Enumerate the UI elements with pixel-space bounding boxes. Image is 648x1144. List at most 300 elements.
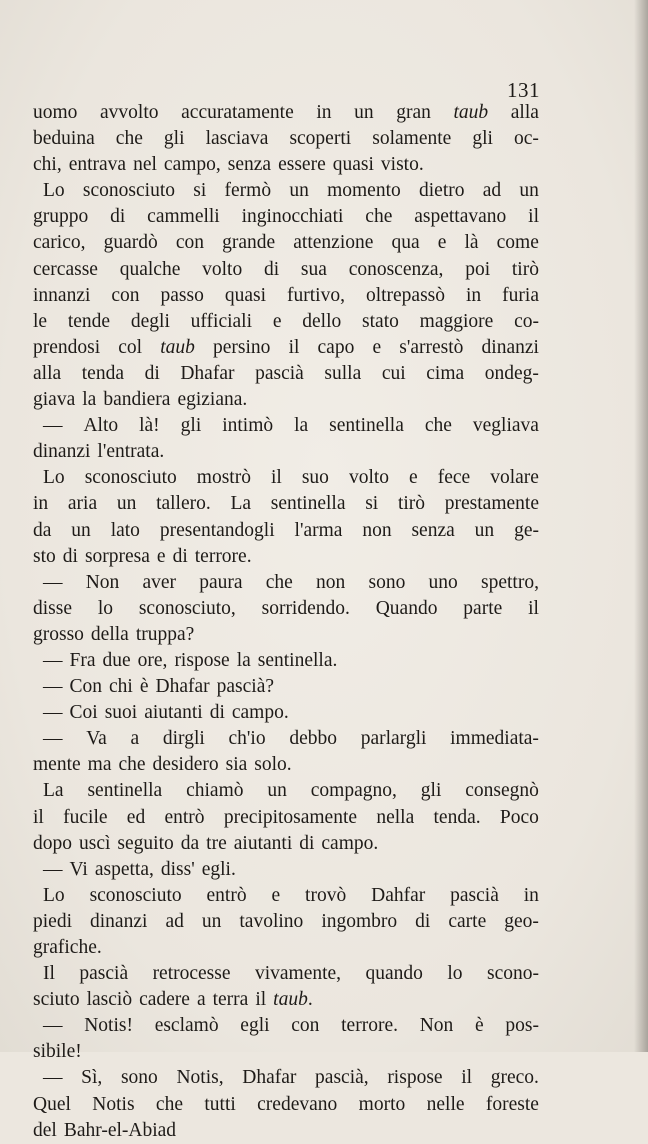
word: greco. — [490, 1067, 539, 1089]
text-line — [33, 230, 539, 256]
text-line — [33, 570, 539, 596]
text-line — [33, 1013, 539, 1039]
text-line — [33, 1092, 539, 1118]
word: entrò — [206, 884, 247, 906]
word: campo. — [321, 832, 379, 854]
word: l'arma — [294, 519, 343, 541]
word: aiutanti — [233, 832, 293, 854]
word: sono — [120, 1067, 158, 1089]
word: il — [528, 597, 539, 619]
word: Lo — [43, 884, 65, 906]
word: del — [33, 1119, 57, 1141]
word: sciuto — [33, 989, 80, 1011]
word: sconosciuto — [89, 884, 182, 906]
word: paura — [199, 571, 243, 593]
word: ufficiali — [190, 310, 253, 332]
text-line — [33, 961, 539, 987]
word: maggiore — [419, 310, 494, 332]
word: s'arrestò — [399, 336, 464, 358]
word: gruppo — [33, 206, 89, 228]
word: Dhafar — [180, 362, 235, 384]
word: in — [523, 884, 539, 906]
word: non — [316, 571, 346, 593]
word: egiziana. — [177, 389, 248, 411]
word: oc- — [514, 128, 539, 150]
word: Coi — [69, 702, 98, 724]
text-line — [33, 700, 539, 726]
word: aiutanti — [144, 702, 203, 724]
word: debbo — [289, 728, 337, 750]
text-line — [33, 1118, 539, 1144]
word: in — [316, 102, 332, 123]
word: bandiera — [103, 389, 171, 411]
text-line — [33, 152, 539, 178]
word: giava — [33, 389, 76, 411]
word: scoperti — [289, 128, 352, 150]
word: aspettavano — [414, 206, 507, 228]
word: cima — [426, 362, 465, 384]
word: lasciò — [86, 989, 133, 1011]
word: Il — [43, 963, 55, 985]
word: aspetta, — [94, 858, 154, 880]
word: stato — [362, 310, 399, 332]
word: qua — [391, 232, 420, 254]
word: entrava — [68, 154, 127, 176]
word: qualche — [119, 258, 181, 280]
word: di — [144, 362, 160, 384]
word: seguito — [117, 832, 174, 854]
text-line — [33, 648, 539, 674]
word: dinanzi — [481, 336, 539, 358]
word: Va — [86, 728, 107, 750]
word: — — [43, 415, 63, 437]
word: taub — [160, 336, 195, 358]
word: — — [43, 649, 63, 671]
word: che — [265, 571, 293, 593]
text-line — [33, 883, 539, 909]
word: suo — [301, 467, 329, 489]
word: con — [175, 232, 205, 254]
word: dopo — [33, 832, 72, 854]
word: e — [372, 336, 382, 358]
text-line — [33, 987, 539, 1013]
word: egli. — [201, 858, 236, 880]
word: mostrò — [196, 467, 251, 489]
word: pascià, — [315, 1067, 369, 1089]
word: pascià — [450, 884, 499, 906]
word: di — [110, 206, 126, 228]
text-line — [33, 257, 539, 283]
text-line — [33, 622, 539, 648]
word: furia — [502, 284, 539, 306]
word: dinanzi — [90, 910, 148, 932]
word: — — [43, 676, 63, 698]
word: terrore. — [194, 545, 252, 567]
word: tutti — [204, 1093, 236, 1115]
word: un — [116, 493, 137, 515]
word: nelle — [426, 1093, 465, 1115]
word: cammelli — [147, 206, 220, 228]
text-line — [33, 1065, 539, 1091]
word: cadere — [139, 989, 190, 1011]
word: volto — [348, 467, 390, 489]
word: poi — [465, 258, 491, 280]
word: truppa? — [135, 623, 195, 645]
word: innanzi — [33, 284, 91, 306]
page-edge-shadow — [634, 0, 648, 1052]
word: gran — [396, 102, 431, 123]
word: gli — [472, 128, 493, 150]
text-line — [33, 831, 539, 857]
word: due — [102, 649, 131, 671]
word: immediata- — [450, 728, 539, 750]
word: il — [255, 989, 267, 1011]
text-line — [33, 674, 539, 700]
word: Fra — [69, 649, 96, 671]
text-line — [33, 596, 539, 622]
word: pascià — [255, 362, 304, 384]
word: conoscenza, — [348, 258, 444, 280]
word: La — [43, 780, 64, 802]
word: oltrepassò — [365, 284, 446, 306]
word: aver — [142, 571, 177, 593]
word: là — [464, 232, 479, 254]
word: vivamente, — [254, 963, 342, 985]
word: sentinella. — [257, 649, 338, 671]
word: retrocesse — [152, 963, 231, 985]
word: entrò — [164, 806, 205, 828]
word: disse — [33, 597, 72, 619]
word: grafiche. — [33, 937, 102, 958]
word: terrore. — [341, 1015, 398, 1037]
word: Lo — [43, 180, 65, 202]
word: sentinella — [87, 780, 163, 802]
word: ch'io — [228, 728, 266, 750]
word: co- — [514, 310, 539, 332]
text-line — [33, 726, 539, 752]
word: in — [466, 284, 482, 306]
word: ore, — [137, 649, 168, 671]
word: è — [139, 676, 149, 698]
text-line — [33, 778, 539, 804]
word: uno — [428, 571, 458, 593]
word: chiamò — [186, 780, 244, 802]
word: sulla — [324, 362, 362, 384]
word: passo — [160, 284, 204, 306]
word: solamente — [372, 128, 452, 150]
word: che — [365, 206, 393, 228]
word: ingombro — [321, 910, 398, 932]
text-line — [33, 805, 539, 831]
word: quando — [365, 963, 423, 985]
word: momento — [327, 180, 401, 202]
text-line — [33, 909, 539, 935]
word: sto — [33, 545, 56, 567]
text-line — [33, 309, 539, 335]
text-line — [33, 439, 539, 465]
word: un — [289, 180, 309, 202]
word: fece — [437, 467, 471, 489]
page-number: 131 — [507, 78, 540, 102]
word: desidero — [152, 754, 219, 776]
word: consegnò — [465, 780, 539, 802]
word: Poco — [499, 806, 539, 828]
word: che — [115, 128, 143, 150]
word: taub. — [273, 989, 313, 1011]
word: precipitosamente — [223, 806, 358, 828]
word: di — [415, 910, 431, 932]
word: egli — [240, 1015, 270, 1037]
word: un — [354, 102, 374, 123]
word: ge- — [514, 519, 539, 541]
word: sibile! — [33, 1041, 82, 1063]
text-line — [33, 335, 539, 361]
text-line — [33, 126, 539, 152]
word: inginocchiati — [241, 206, 344, 228]
word: Notis, — [176, 1067, 224, 1089]
word: e — [437, 232, 447, 254]
word: tre — [206, 832, 227, 854]
word: il — [288, 336, 300, 358]
word: un — [267, 780, 287, 802]
word: dinanzi — [33, 441, 91, 463]
word: quasi — [332, 154, 374, 176]
word: e — [409, 467, 418, 489]
word: nel — [133, 154, 157, 176]
word: sua — [300, 258, 327, 280]
word: uscì — [79, 832, 111, 854]
word: sorridendo. — [261, 597, 350, 619]
word: un — [71, 519, 91, 541]
text-line — [33, 935, 539, 961]
word: tenda. — [433, 806, 481, 828]
text-line — [33, 361, 539, 387]
word: sentinella — [329, 415, 404, 437]
word: Sì, — [81, 1067, 103, 1089]
word: diss' — [160, 858, 195, 880]
word: spettro, — [481, 571, 539, 593]
word: sentinella — [270, 493, 346, 515]
word: la — [294, 415, 309, 437]
word: grosso — [33, 623, 84, 645]
word: che — [155, 1093, 183, 1115]
word: senza — [411, 519, 455, 541]
word: vegliava — [472, 415, 539, 437]
word: tirò — [511, 258, 539, 280]
word: volto — [202, 258, 243, 280]
word: chi, — [33, 154, 62, 176]
word: dietro — [419, 180, 465, 202]
word: si — [193, 180, 207, 202]
word: prendosi — [33, 336, 101, 358]
word: la — [236, 649, 251, 671]
word: tirò — [397, 493, 426, 515]
word: attenzione — [293, 232, 374, 254]
word: lo — [97, 597, 113, 619]
word: uomo — [33, 102, 78, 123]
text-line — [33, 518, 539, 544]
word: non — [362, 519, 392, 541]
word: dello — [302, 310, 342, 332]
word: trovò — [305, 884, 347, 906]
word: persino — [213, 336, 271, 358]
word: e — [271, 884, 281, 906]
text-line — [33, 387, 539, 413]
word: di — [62, 545, 78, 567]
word: scono- — [487, 963, 539, 985]
word: là! — [139, 415, 160, 437]
word: degli — [130, 310, 170, 332]
word: — — [43, 702, 63, 724]
word: campo, — [163, 154, 221, 176]
word: lato — [110, 519, 140, 541]
word: carico, — [33, 232, 86, 254]
text-line — [33, 857, 539, 883]
word: ed — [126, 806, 146, 828]
word: con — [291, 1015, 320, 1037]
word: ad — [165, 910, 184, 932]
word: Notis! — [84, 1015, 133, 1037]
word: rispose — [174, 649, 230, 671]
text-line — [33, 752, 539, 778]
word: cui — [381, 362, 406, 384]
word: alla — [33, 362, 62, 384]
word: intimò — [222, 415, 274, 437]
word: Lo — [43, 467, 65, 489]
word: gli — [420, 780, 442, 802]
word: con — [111, 284, 140, 306]
word: — — [43, 858, 63, 880]
word: esclamò — [154, 1015, 219, 1037]
word: un — [201, 910, 222, 932]
text-line — [33, 100, 539, 126]
word: Dhafar — [155, 676, 210, 698]
word: sconosciuto — [84, 467, 177, 489]
word: Bahr-el-Abiad — [63, 1119, 177, 1141]
word: di — [263, 258, 280, 280]
word: il — [528, 206, 539, 228]
word: prestamente — [444, 493, 539, 515]
word: Dahfar — [371, 884, 426, 906]
word: visto. — [380, 154, 424, 176]
word: le — [33, 310, 48, 332]
word: gli — [163, 128, 185, 150]
body-text — [33, 100, 539, 1144]
word: Dhafar — [242, 1067, 297, 1089]
text-line — [33, 491, 539, 517]
word: compagno, — [310, 780, 397, 802]
word: Non — [419, 1015, 454, 1037]
word: pos- — [505, 1015, 539, 1037]
word: Con — [69, 676, 103, 698]
word: quasi — [224, 284, 267, 306]
word: lo — [447, 963, 463, 985]
word: aria — [67, 493, 98, 515]
word: — — [43, 1067, 63, 1089]
word: pascià — [79, 963, 129, 985]
word: volare — [490, 467, 539, 489]
word: carte — [448, 910, 487, 932]
word: furtivo, — [287, 284, 345, 306]
word: Vi — [69, 858, 88, 880]
word: presentandogli — [159, 519, 275, 541]
word: sono — [368, 571, 406, 593]
word: terra — [212, 989, 249, 1011]
word: cercasse — [33, 258, 98, 280]
word: sorpresa — [84, 545, 150, 567]
word: tenda — [81, 362, 124, 384]
word: il — [270, 467, 282, 489]
word: suoi — [104, 702, 138, 724]
word: mente — [33, 754, 81, 776]
word: gli — [180, 415, 202, 437]
word: Quando — [375, 597, 438, 619]
word: ma — [87, 754, 112, 776]
text-line — [33, 283, 539, 309]
word: foreste — [485, 1093, 539, 1115]
text-line — [33, 544, 539, 570]
word: parte — [463, 597, 503, 619]
word: guardò — [103, 232, 158, 254]
word: Notis — [92, 1093, 135, 1115]
word: beduina — [33, 128, 95, 150]
word: credevano — [257, 1093, 338, 1115]
word: si — [365, 493, 379, 515]
word: fermò — [224, 180, 272, 202]
word: — — [43, 1015, 63, 1037]
word: senza — [227, 154, 272, 176]
word: il — [461, 1067, 473, 1089]
word: un — [474, 519, 495, 541]
word: che — [118, 754, 146, 776]
word: taub — [453, 102, 489, 123]
word: chi — [109, 676, 133, 698]
word: e — [156, 545, 166, 567]
word: e — [272, 310, 282, 332]
word: alla — [510, 102, 539, 123]
word: l'entrata. — [97, 441, 165, 463]
word: grande — [222, 232, 276, 254]
word: fucile — [63, 806, 108, 828]
word: della — [90, 623, 129, 645]
word: tavolino — [239, 910, 304, 932]
word: capo — [317, 336, 355, 358]
word: tallero. — [156, 493, 211, 515]
word: il — [33, 806, 44, 828]
word: di — [172, 545, 188, 567]
word: pascià? — [216, 676, 275, 698]
word: piedi — [33, 910, 72, 932]
word: La — [230, 493, 252, 515]
text-line — [33, 204, 539, 230]
word: di — [209, 702, 225, 724]
word: parlargli — [360, 728, 427, 750]
word: accuratamente — [181, 102, 294, 123]
text-line — [33, 465, 539, 491]
word: Quel — [33, 1093, 71, 1115]
word: rispose — [387, 1067, 443, 1089]
word: dirgli — [162, 728, 205, 750]
word: in — [33, 493, 49, 515]
word: a — [196, 989, 206, 1011]
word: è — [475, 1015, 484, 1037]
word: sconosciuto, — [138, 597, 236, 619]
word: come — [496, 232, 539, 254]
word: geo- — [504, 910, 539, 932]
text-line — [33, 178, 539, 204]
word: Non — [85, 571, 120, 593]
word: ondeg- — [484, 362, 539, 384]
